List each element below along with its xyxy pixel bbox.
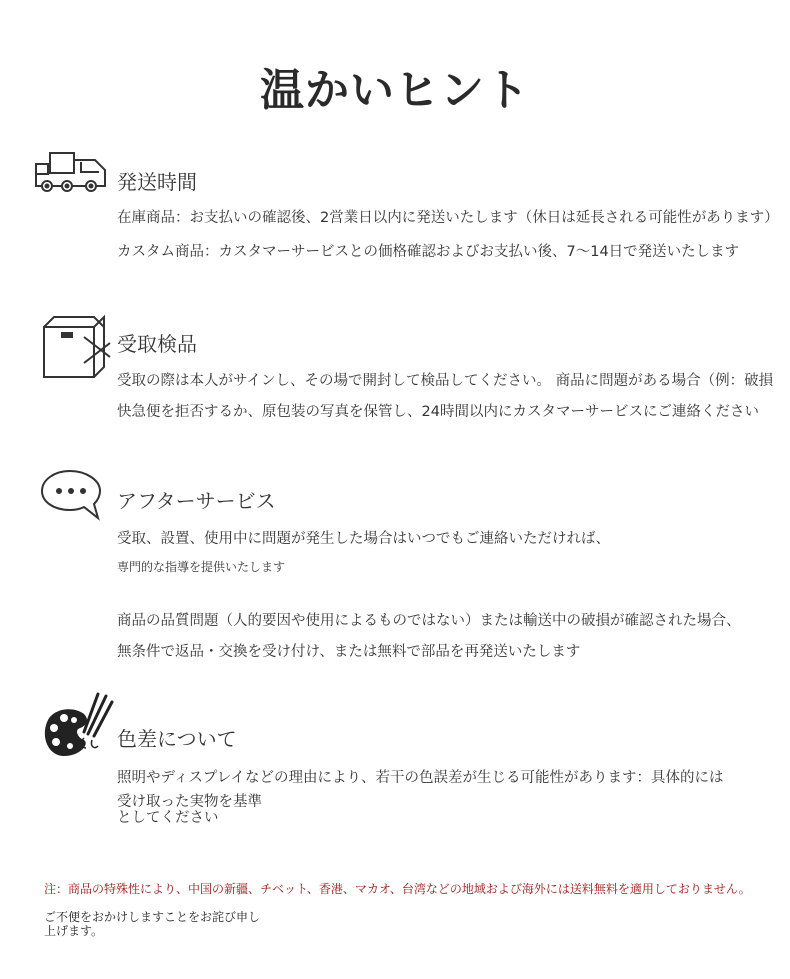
color-line-2: 受け取った実物を基準: [117, 794, 262, 810]
apology-note-line-2: 上げます。: [44, 924, 104, 938]
apology-note-line-1: ご不便をおかけしますことをお詫び申し: [44, 910, 261, 924]
after-sales-line-4: 無条件で返品・交換を受け付け、または無料で部品を再発送いたします: [117, 644, 581, 660]
shipping-line-custom: カスタム商品：カスタマーサービスとの価格確認およびお支払い後、7〜14日で発送いたします: [117, 244, 740, 260]
color-line-3: としてください: [117, 810, 219, 826]
inspection-line-2: 快急便を拒否するか、原包装の写真を保管し、24時間以内にカスタマーサービスにご連絡ください: [117, 404, 759, 420]
color-line-1: 照明やディスプレイなどの理由により、若干の色誤差が生じる可能性があります：具体的には: [117, 770, 724, 786]
section-heading-inspection: 受取検品: [117, 332, 197, 356]
shipping-exclusion-note: 注：商品の特殊性により、中国の新疆、チベット、香港、マカオ、台湾などの地域および海外には送料無料を適用しておりません。: [44, 882, 751, 896]
page-title: 温かいヒント: [260, 65, 530, 116]
inspection-line-1: 受取の際は本人がサインし、その場で開封して検品してください。 商品に問題がある場合（例：破損: [117, 373, 774, 389]
palette-icon: [40, 690, 116, 762]
section-heading-color: 色差について: [117, 727, 237, 751]
speech-bubble-icon: [40, 468, 104, 522]
shipping-line-stock: 在庫商品：お支払いの確認後、2営業日以内に発送いたします（休日は延長される可能性があります）: [117, 210, 779, 226]
box-icon: [40, 313, 112, 381]
section-heading-shipping: 発送時間: [117, 170, 197, 194]
after-sales-line-1: 受取、設置、使用中に問題が発生した場合はいつでもご連絡いただければ、: [117, 531, 610, 547]
truck-icon: [33, 150, 111, 196]
after-sales-line-3: 商品の品質問題（人的要因や使用によるものではない）または輸送中の破損が確認された場合、: [117, 613, 741, 629]
after-sales-line-2: 専門的な指導を提供いたします: [117, 560, 286, 574]
section-heading-after-sales: アフターサービス: [117, 489, 276, 513]
